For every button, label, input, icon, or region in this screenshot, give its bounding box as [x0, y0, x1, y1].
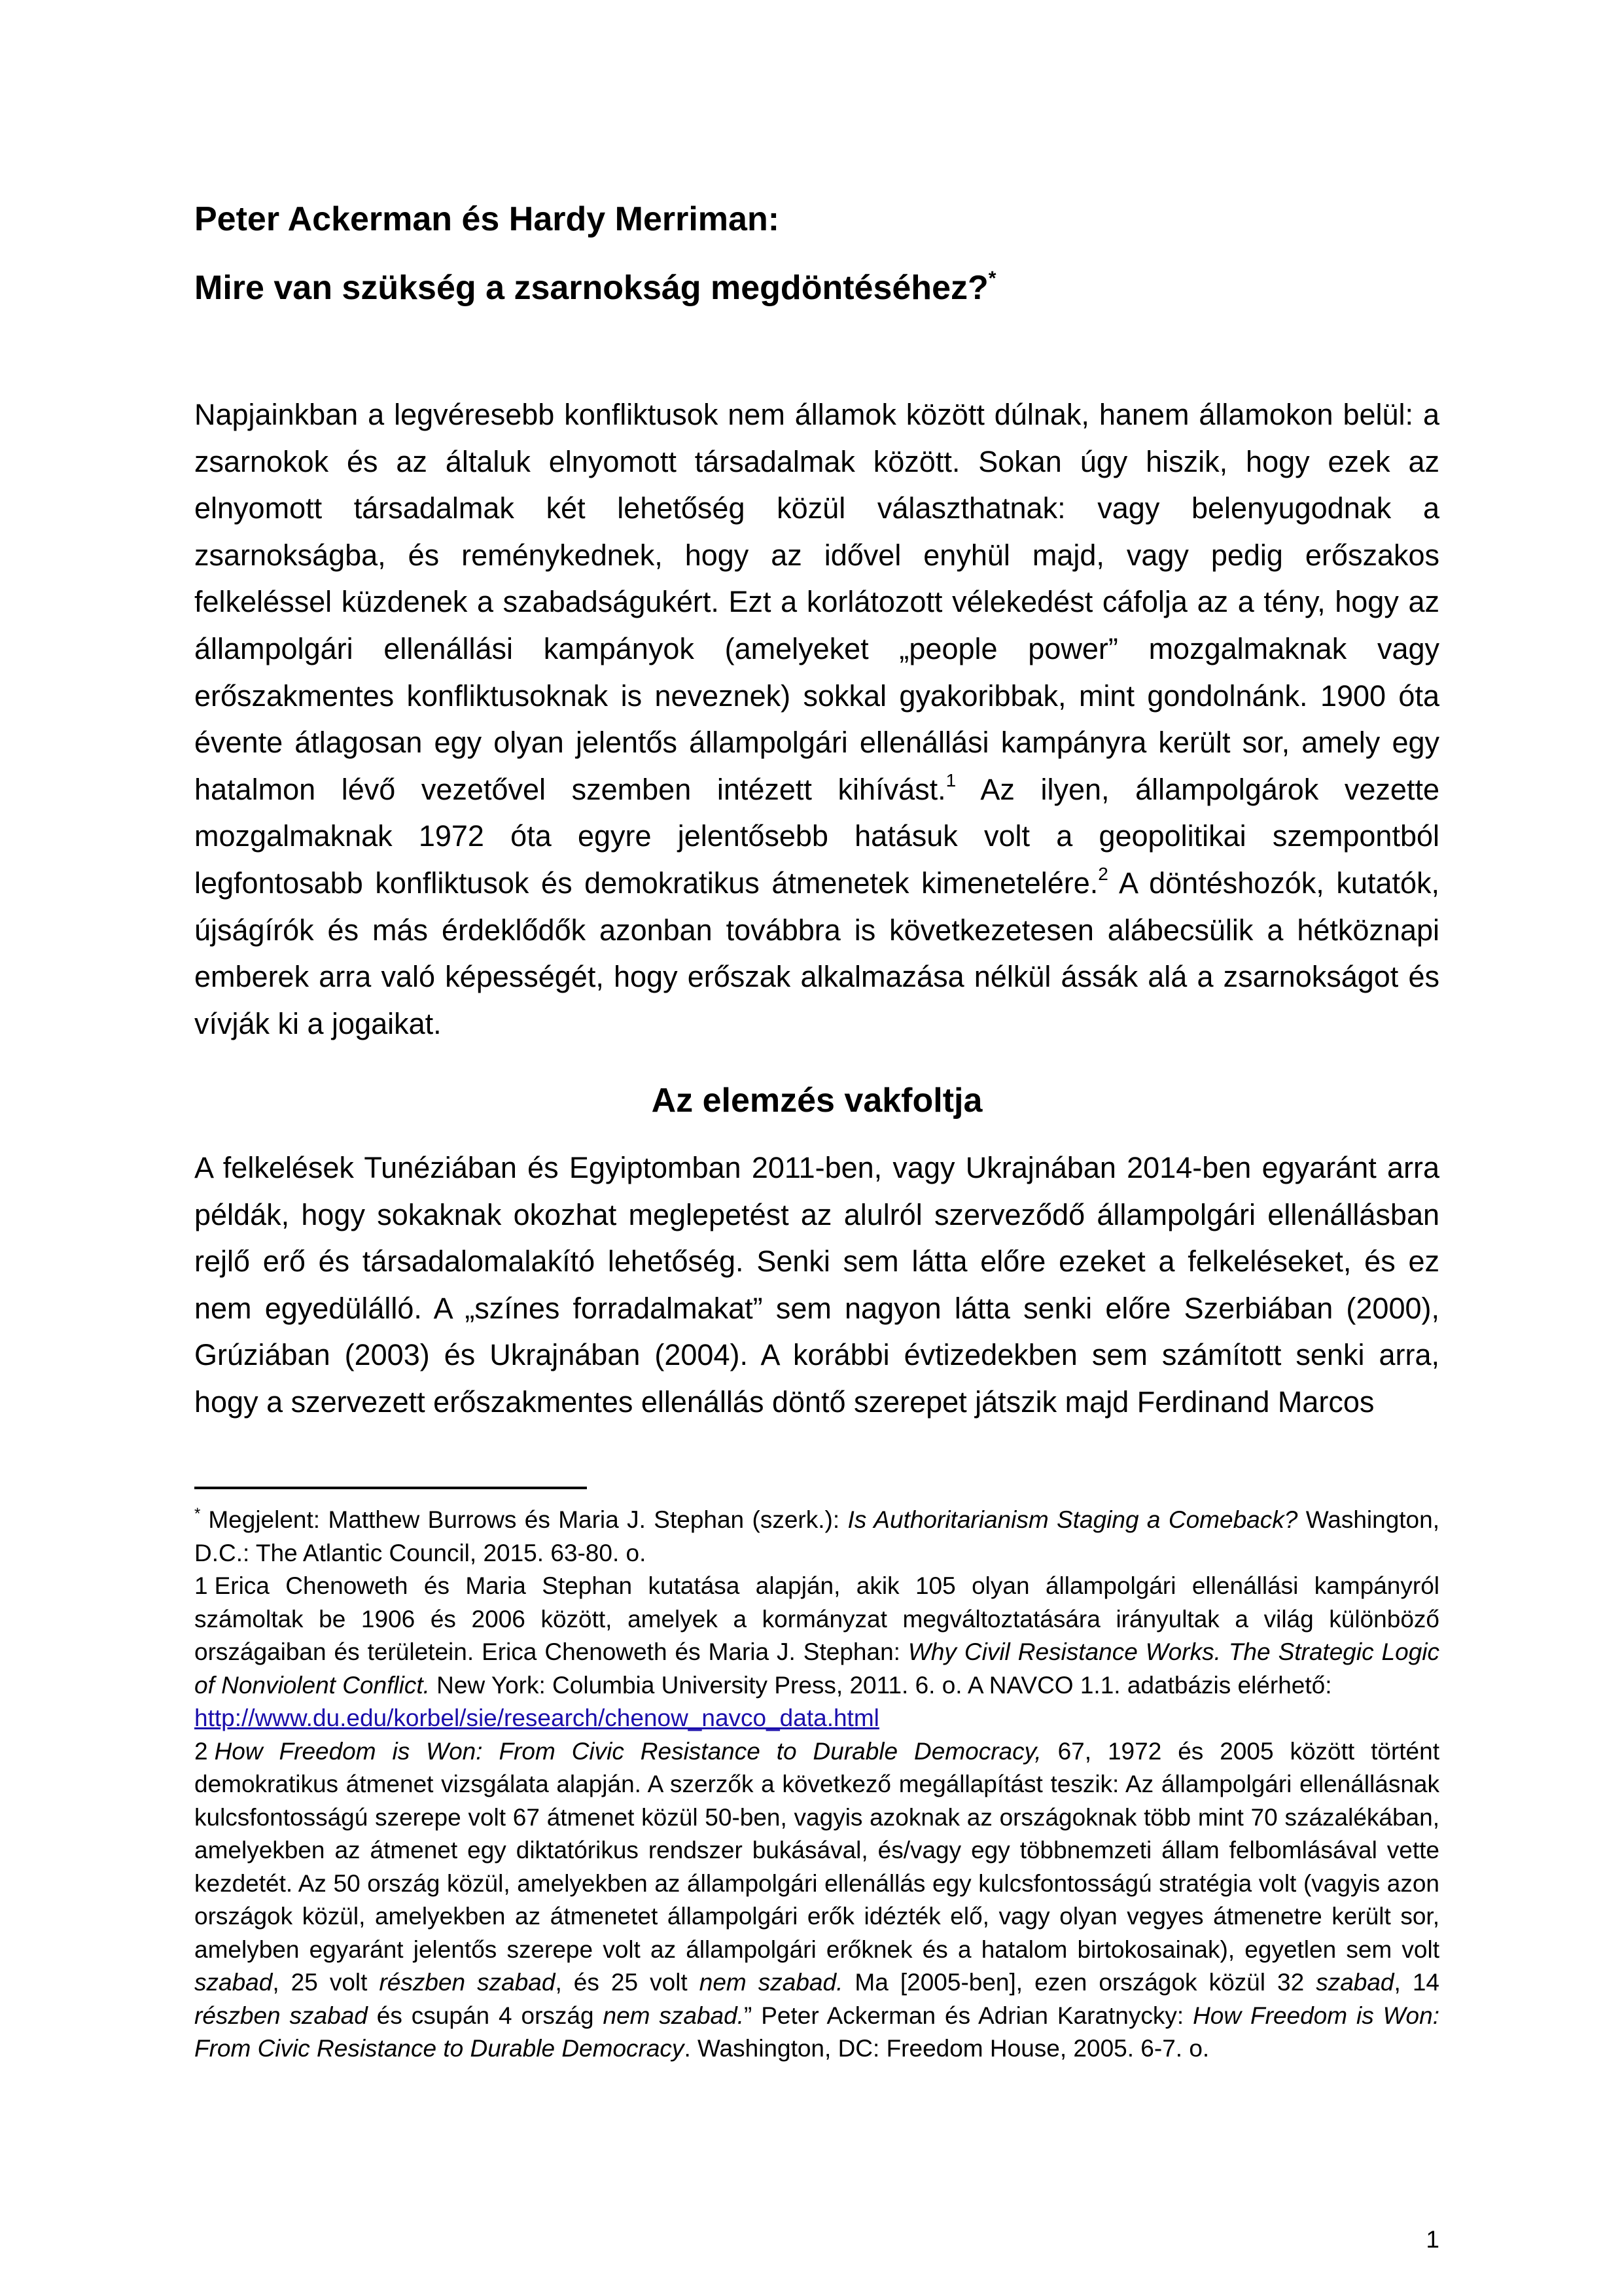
footnote-2-em: részben szabad [194, 2002, 368, 2029]
footnote-1 [194, 1570, 1439, 1735]
footnote-star [194, 1504, 1439, 1570]
footnote-2-text: Ma [2005-ben], ezen országok közül 32 [843, 1969, 1316, 1996]
section-paragraph-text: A felkelések Tunéziában és Egyiptomban 2011-ben, vagy Ukrajnában 2014-ben egyaránt arra példák, hogy sokaknak okozhat meglepetést az alulról szerveződő állampolgári ellenállásban rejlő erő és társadalomalakító lehetőség. Senki sem látta előre ezeket a felkeléseket, és ez nem egyedülálló. A „színes forradalmakat” sem nagyon látta senki előre Szerbiában (2000), Grúziában (2003) és Ukrajnában (2004). A korábbi évtizedekben sem számított senki arra, hogy a szervezett erőszakmentes ellenállás döntő szerepet játszik majd Ferdinand Marcos [194, 1151, 1439, 1419]
footnote-2-number: 2 [194, 1737, 208, 1765]
footnote-star-text: Megjelent: Matthew Burrows és Maria J. Stephan (szerk.): [208, 1506, 848, 1533]
footnote-2-text: . Washington, DC: Freedom House, 2005. 6-7. o. [684, 2035, 1210, 2062]
footnotes [194, 1504, 1439, 2066]
footnote-star-mark: * [194, 1505, 201, 1523]
footnote-separator [194, 1487, 587, 1489]
footnote-2-text: , 25 volt [272, 1969, 379, 1996]
section-heading [194, 1078, 1439, 1123]
footnote-2-text: , 14 [1394, 1969, 1439, 1996]
footnote-2-book-title-2: How Freedom is Won: From Civic Resistance to Durable Democracy [194, 2002, 1439, 2062]
footnote-1-text-2: New York: Columbia University Press, 2011. 6. o. A NAVCO 1.1. adatbázis elérhető: [429, 1671, 1332, 1699]
footnote-2-em: szabad [1316, 1969, 1394, 1996]
intro-text-1: Napjainkban a legvéresebb konfliktusok nem államok között dúlnak, hanem államokon belül: a zsarnokok és az általuk elnyomott társadalmak között. Sokan úgy hiszik, hogy ezek az elnyomott társadalmak két lehetőség közül választhatnak: vagy belenyugodnak a zsarnokságba, és reménykednek, hogy az idővel enyhül majd, vagy pedig erőszakos felkeléssel küzdenek a szabadságukért. Ezt a korlátozott vélekedést cáfolja az a tény, hogy az állampolgári ellenállási kampányok (amelyeket „people power” mozgalmaknak vagy erőszakmentes konfliktusoknak is neveznek) sokkal gyakoribbak, mint gondolnánk. 1900 óta évente átlagosan egy olyan jelentős állampolgári ellenállási kampányra került sor, amely egy hatalmon lévő vezetővel szemben intézett kihívást. [194, 398, 1439, 806]
intro-paragraph [194, 391, 1439, 1047]
section-paragraph [194, 1144, 1439, 1426]
footnote-2-em: szabad [194, 1969, 273, 1996]
footnote-2-em: nem szabad. [603, 2002, 744, 2029]
footnote-2-text: és csupán 4 ország [367, 2002, 603, 2029]
footnote-2-book-title: How Freedom is Won: From Civic Resistance to Durable Democracy, [214, 1737, 1042, 1765]
footnote-2-em: részben szabad [379, 1969, 555, 1996]
footnote-2-text: ” Peter Ackerman és Adrian Karatnycky: [744, 2002, 1193, 2029]
footnote-star-text-2: Washington, D.C.: The Atlantic Council, 2015. 63-80. o. [194, 1506, 1439, 1566]
author-text: Peter Ackerman és Hardy Merriman: [194, 200, 780, 238]
author-line [194, 196, 1437, 242]
footnote-ref-2[interactable]: 2 [1098, 863, 1108, 884]
footnote-ref-1[interactable]: 1 [945, 769, 957, 790]
footnote-1-book-title: Why Civil Resistance Works. The Strategic Logic of Nonviolent Conflict. [194, 1638, 1440, 1699]
footnote-1-text: Erica Chenoweth és Maria Stephan kutatása alapján, akik 105 olyan állampolgári ellenállási kampányról számoltak be 1906 és 2006 között, amelyek a kormányzat megváltoztatására irányultak a világ különböző országaiban és területein. Erica Chenoweth és Maria J. Stephan: [194, 1572, 1439, 1665]
title-footnote-mark[interactable]: * [988, 268, 996, 289]
section-heading-text: Az elemzés vakfoltja [651, 1082, 983, 1120]
navco-data-link[interactable]: http://www.du.edu/korbel/sie/research/chenow_navco_data.html [194, 1704, 879, 1731]
footnote-star-book-title: Is Authoritarianism Staging a Comeback? [847, 1506, 1298, 1533]
title-text: Mire van szükség a zsarnokság megdöntéséhez? [194, 269, 989, 307]
intro-text-3: A döntéshozók, kutatók, újságírók és más érdeklődők azonban továbbra is következetesen alábecsülik a hétköznapi emberek arra való képességét, hogy erőszak alkalmazása nélkül ássák alá a zsarnokságot és vívják ki a jogaikat. [194, 866, 1439, 1040]
footnote-2 [194, 1735, 1439, 2066]
page-number: 1 [1426, 2226, 1439, 2253]
footnote-2-text: , és 25 volt [555, 1969, 699, 1996]
intro-text-2: Az ilyen, állampolgárok vezette mozgalmaknak 1972 óta egyre jelentősebb hatásuk volt a geopolitikai szempontból legfontosabb konfliktusok és demokratikus átmenetek kimenetelére. [194, 772, 1439, 900]
footnote-2-text: 67, 1972 és 2005 között történt demokratikus átmenet vizsgálata alapján. A szerzők a következő megállapítást teszik: Az állampolgári ellenállásnak kulcsfontosságú szerepe volt 67 átmenet közül 50-ben, vagyis azoknak az országoknak több mint 70 százalékában, amelyekben az átmenet egy diktatórikus rendszer bukásával, és/vagy egy többnemzeti állam felbomlásával vette kezdetét. Az 50 ország közül, amelyekben az állampolgári ellenállás egy kulcsfontosságú stratégia volt (vagyis azon országok közül, amelyekben az átmenetet állampolgári erők idézték elő, vagy olyan vegyes átmenetre került sor, amelyben egyaránt jelentős szerepe volt az állampolgári erőknek és a hatalom birtokosainak), egyetlen sem volt [194, 1737, 1439, 1963]
footnote-1-number: 1 [194, 1572, 208, 1599]
page-title [194, 265, 1437, 311]
footnote-2-em: nem szabad. [699, 1969, 843, 1996]
